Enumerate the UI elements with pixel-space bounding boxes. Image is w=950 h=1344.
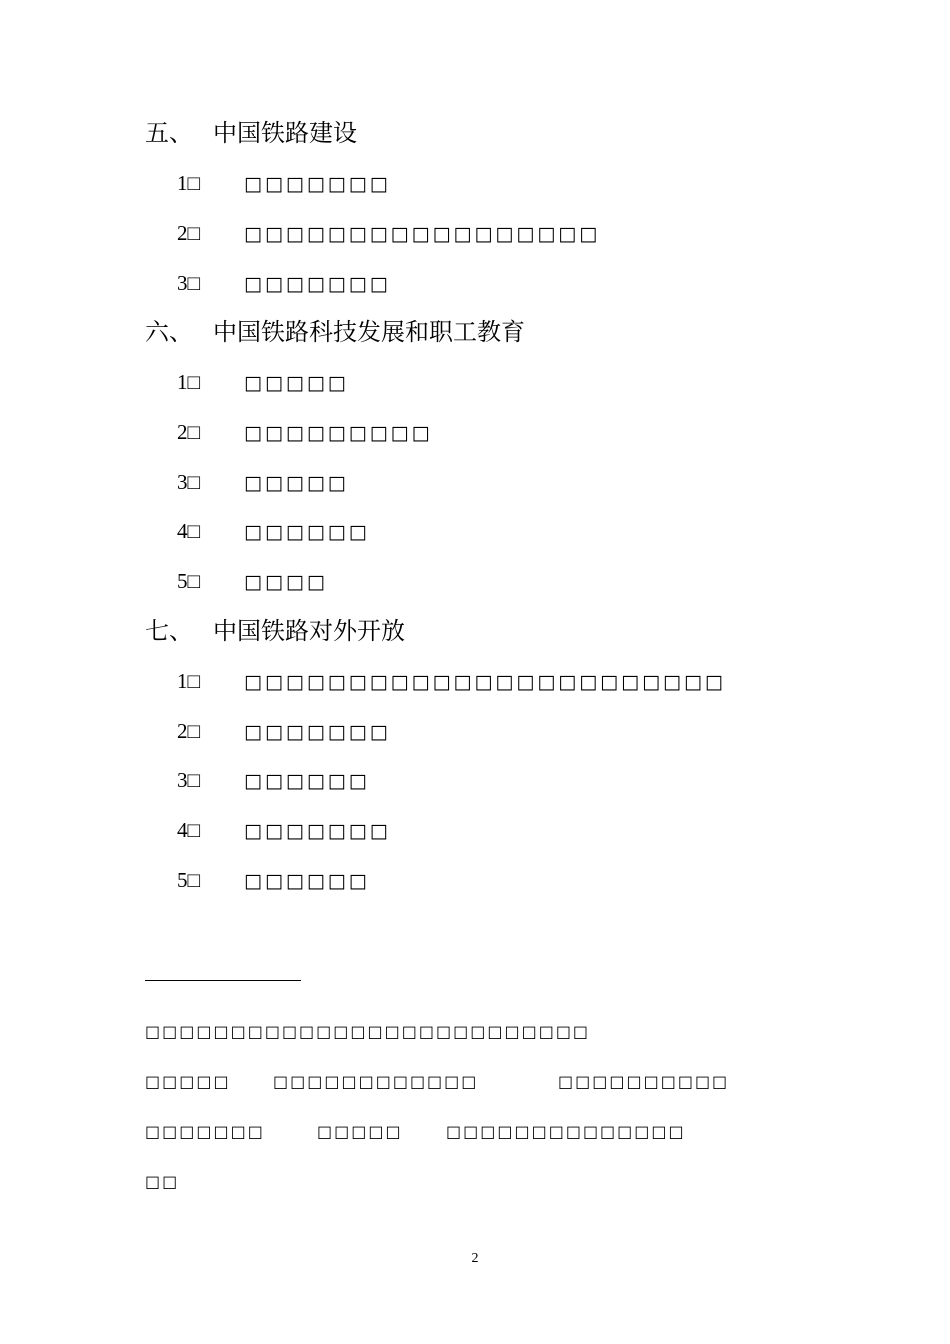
footnote-line-4: □□ (145, 1172, 180, 1191)
list-item (177, 669, 726, 694)
item-text: □□□□□□□□□ (244, 422, 433, 444)
item-number: 4□ (177, 519, 201, 543)
list-item (177, 868, 370, 893)
section-heading-7 (145, 617, 405, 645)
item-number: 2□ (177, 221, 201, 245)
section-heading-5 (145, 119, 357, 147)
item-text: □□□□□□□ (244, 721, 391, 743)
item-number: 3□ (177, 768, 201, 792)
section-heading-6 (145, 318, 525, 346)
item-text: □□□□□□□ (244, 173, 391, 195)
item-text: □□□□ (244, 571, 328, 593)
item-number: 1□ (177, 370, 201, 394)
item-text: □□□□□□ (244, 521, 370, 543)
section-number: 六、 (145, 318, 193, 346)
item-text: □□□□□□□□□□□□□□□□□ (244, 223, 601, 245)
item-number: 5□ (177, 569, 201, 593)
item-number: 2□ (177, 719, 201, 743)
item-text: □□□□□□□□□□□□□□□□□□□□□□□ (244, 671, 726, 693)
footnote-line-1: □□□□□□□□□□□□□□□□□□□□□□□□□□ (145, 1022, 591, 1041)
item-number: 2□ (177, 420, 201, 444)
item-number: 1□ (177, 171, 201, 195)
page-number: 2 (471, 1251, 479, 1266)
list-item (177, 569, 328, 594)
section-title: 中国铁路对外开放 (213, 617, 405, 645)
section-number: 七、 (145, 617, 193, 645)
item-number: 4□ (177, 818, 201, 842)
item-text: □□□□□□ (244, 870, 370, 892)
list-item (177, 420, 433, 445)
footnote-line-2-part-1: □□□□□ (145, 1072, 231, 1091)
item-number: 1□ (177, 669, 201, 693)
list-item (177, 171, 391, 196)
item-text: □□□□□ (244, 372, 349, 394)
footnote-line-3-part-3: □□□□□□□□□□□□□□ (446, 1122, 686, 1141)
list-item (177, 470, 349, 495)
footnote-line-2-part-2: □□□□□□□□□□□□ (273, 1072, 479, 1091)
footnote-line-2-part-3: □□□□□□□□□□ (558, 1072, 730, 1091)
list-item (177, 768, 370, 793)
section-number: 五、 (145, 119, 193, 147)
item-number: 5□ (177, 868, 201, 892)
item-number: 3□ (177, 271, 201, 295)
item-text: □□□□□□□ (244, 820, 391, 842)
footnote-line-3-part-1: □□□□□□□ (145, 1122, 265, 1141)
list-item (177, 271, 391, 296)
list-item (177, 719, 391, 744)
list-item (177, 221, 600, 246)
item-text: □□□□□□ (244, 770, 370, 792)
item-text: □□□□□□□ (244, 273, 391, 295)
item-text: □□□□□ (244, 472, 349, 494)
item-number: 3□ (177, 470, 201, 494)
footnote-separator (145, 980, 301, 981)
list-item (177, 370, 349, 395)
section-title: 中国铁路建设 (213, 119, 357, 147)
list-item (177, 519, 370, 544)
footnote-line-3-part-2: □□□□□ (317, 1122, 403, 1141)
section-title: 中国铁路科技发展和职工教育 (213, 318, 525, 346)
list-item (177, 818, 391, 843)
